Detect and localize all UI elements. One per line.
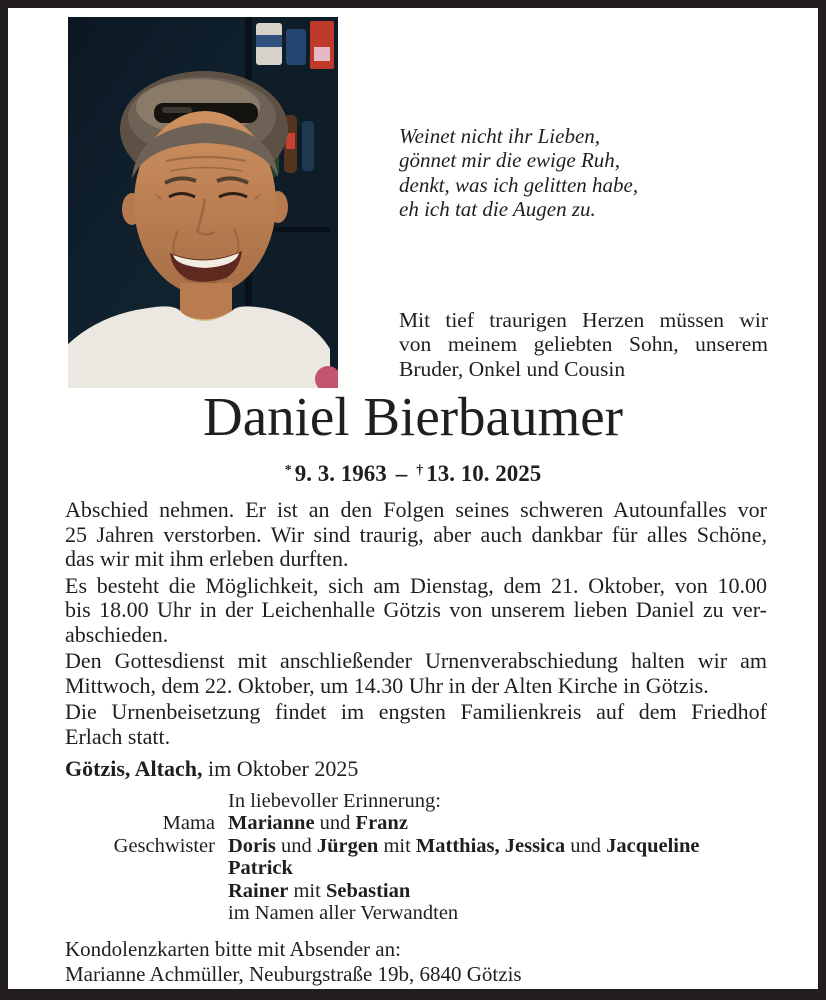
family-name: Rainer [228, 879, 289, 902]
connector-text: mit [288, 879, 326, 902]
text-line: denkt, was ich gelitten habe, [399, 172, 639, 197]
born-symbol: * [284, 463, 292, 478]
dateline [65, 757, 767, 782]
text-line: abschieden. [65, 622, 169, 648]
died-symbol: † [416, 463, 424, 478]
condolence-note [65, 937, 522, 986]
announcement-paragraph [65, 498, 767, 572]
text-line: Marianne Achmüller, Neuburgstraße 19b, 6840 Götzis [65, 961, 522, 986]
family-name: Marianne [228, 812, 315, 835]
announcement-paragraph [65, 649, 767, 698]
text-line: Weinet nicht ihr Lieben, [399, 124, 601, 148]
family-names [228, 812, 408, 834]
family-name: Franz [355, 812, 408, 835]
text-line: Bruder, Onkel und Cousin [399, 356, 626, 381]
text-line: Erlach statt. [65, 723, 171, 749]
family-names [228, 880, 410, 902]
text-line: von meinem geliebten Sohn, unserem [399, 332, 768, 357]
deceased-name: Daniel Bierbaumer [203, 386, 623, 447]
remembrance-title: In liebevoller Erinnerung: [228, 790, 441, 812]
connector-text: und [314, 812, 356, 835]
text-line: 25 Jahren verstorben. Wir sind traurig, aber auch dankbar für alles Schöne, [65, 521, 767, 547]
death-date: 13. 10. 2025 [426, 461, 542, 486]
text-line: Den Gottesdienst mit anschließender Urnenverabschiedung halten wir am [65, 648, 767, 674]
family-role-label [65, 880, 215, 902]
family-name: Jacqueline [606, 834, 700, 857]
family-row-geschwister [65, 835, 770, 857]
family-role-label: Geschwister [113, 834, 215, 857]
text-line: bis 18.00 Uhr in der Leichenhalle Götzis von unserem lieben Daniel zu ver- [65, 597, 767, 623]
dateline-places: Götzis, Altach, [65, 755, 203, 781]
dates-dash: – [395, 461, 408, 486]
family-row-closing [65, 902, 770, 924]
memorial-verse [399, 124, 638, 221]
family-name: Jürgen [316, 834, 379, 857]
text-line: Es besteht die Möglichkeit, sich am Dienstag, dem 21. Oktober, von 10.00 [65, 572, 767, 598]
connector-text: und [275, 834, 317, 857]
connector-text: und [565, 834, 607, 857]
text-line: Kondolenzkarten bitte mit Absender an: [65, 937, 401, 961]
text-line: das wir mit ihm erleben durften. [65, 546, 349, 572]
announcement-paragraph [65, 700, 767, 749]
announcement-paragraph [65, 574, 767, 648]
family-name: Doris [228, 834, 276, 857]
portrait-photo [68, 17, 338, 388]
life-dates [8, 458, 818, 487]
text-line: Mittwoch, dem 22. Oktober, um 14.30 Uhr in der Alten Kirche in Götzis. [65, 672, 709, 698]
dateline-date: im Oktober 2025 [202, 755, 359, 781]
family-name: Patrick [228, 857, 293, 880]
connector-text: mit [378, 834, 416, 857]
intro-text [399, 308, 768, 381]
text-line: Die Urnenbeisetzung findet im engsten Familienkreis auf dem Friedhof [65, 699, 767, 725]
remembrance-list [65, 790, 770, 924]
closing-line: im Namen aller Verwandten [228, 902, 459, 925]
text-line: eh ich tat die Augen zu. [399, 196, 596, 221]
announcement-body [65, 498, 767, 781]
text-line: Abschied nehmen. Er ist an den Folgen seines schweren Autounfalles vor [65, 497, 767, 522]
obituary-card [8, 8, 818, 989]
family-role-label: Mama [162, 812, 215, 835]
text-line: gönnet mir die ewige Ruh, [399, 148, 621, 173]
family-row-rainer [65, 880, 770, 902]
closing-text [228, 902, 458, 924]
family-role-label [65, 902, 215, 924]
text-line: Mit tief traurigen Herzen müssen wir [399, 308, 768, 332]
family-row-patrick [65, 857, 770, 879]
birth-date: 9. 3. 1963 [294, 461, 387, 486]
family-role-label [65, 857, 215, 879]
family-names [228, 857, 293, 879]
family-name: Sebastian [325, 879, 411, 902]
remembrance-label [65, 790, 215, 812]
remembrance-title-row [65, 790, 770, 812]
family-name: Matthias, Jessica [415, 834, 566, 857]
family-names [228, 835, 700, 857]
family-row-mama [65, 812, 770, 834]
